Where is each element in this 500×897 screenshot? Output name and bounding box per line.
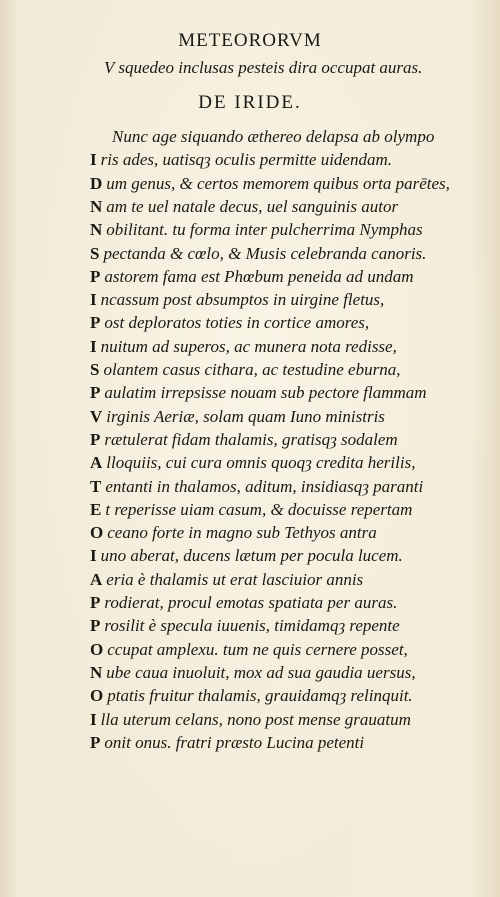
verse-text: nuitum ad superos, ac munera nota redisse, [100, 336, 397, 356]
verse-initial: O [90, 523, 104, 543]
verse-initial: S [90, 243, 100, 263]
verse-line [90, 663, 416, 683]
verse-initial: A [90, 569, 103, 589]
verse-initial: I [90, 709, 97, 729]
verse-text: olantem casus cithara, ac testudine eburna, [103, 360, 401, 379]
verse-initial: P [90, 429, 101, 449]
verse-line [90, 244, 426, 264]
verse-line [90, 430, 398, 450]
verse-line [90, 150, 392, 170]
verse-line [90, 477, 423, 497]
verse-text: uno aberat, ducens lætum per pocula lucem. [100, 546, 403, 566]
verse-text: astorem fama est Phœbum peneida ad undam [104, 266, 414, 286]
verse-text: pectanda & cœlo, & Musis celebranda canoris. [103, 243, 427, 263]
verse-text: ccupat amplexu. tum ne quis cernere posset, [107, 639, 408, 659]
verse-line [90, 197, 398, 217]
verse-text: t reperisse uiam casum, & docuisse repertam [105, 499, 413, 519]
verse-line [90, 313, 369, 333]
section-heading: DE IRIDE. [198, 92, 302, 113]
verse-text: um genus, & certos memorem quibus orta parētes, [106, 173, 450, 193]
verse-initial: P [90, 313, 101, 333]
verse-line [90, 174, 450, 194]
verse-line [90, 290, 384, 310]
verse-line [90, 267, 414, 287]
verse-text: rosilit è specula iuuenis, timidamqȝ repente [104, 616, 400, 636]
carry-over-verse: V squedeo inclusas pesteis dira occupat auras. [104, 58, 423, 77]
verse-line [90, 546, 403, 566]
verse-initial: N [90, 220, 103, 240]
verse-text: lloquiis, cui cura omnis quoqȝ credita herilis, [106, 453, 416, 473]
verse-initial: E [90, 499, 102, 519]
verse-line [90, 360, 400, 380]
verse-line [112, 127, 434, 147]
verse-text: aulatim irrepsisse nouam sub pectore flammam [104, 383, 427, 403]
verse-line [90, 686, 413, 706]
verse-text: Nunc age siquando æthereo delapsa ab olympo [112, 127, 435, 146]
verse-initial: O [90, 639, 104, 659]
verse-initial: I [90, 290, 97, 310]
verse-initial: P [90, 593, 101, 612]
verse-text: rætulerat fidam thalamis, gratisqȝ sodalem [104, 429, 398, 449]
verse-text: ncassum post absumptos in uirgine fletus, [100, 290, 385, 310]
verse-line [90, 383, 427, 403]
verse-line [90, 570, 363, 590]
verse-text: irginis Aeriæ, solam quam Iuno ministris [106, 406, 385, 426]
verse-initial: I [90, 336, 97, 356]
verse-initial: D [90, 173, 103, 193]
verse-initial: V [90, 406, 103, 426]
verse-initial: A [90, 453, 103, 473]
verse-line [90, 640, 408, 660]
verse-initial: O [90, 686, 104, 706]
verse-text: onit onus. fratri præsto Lucina petenti [104, 732, 365, 752]
verse-initial: I [90, 150, 97, 170]
verse-text: rodierat, procul emotas spatiata per auras. [104, 593, 398, 612]
verse-text: entanti in thalamos, aditum, insidiasqȝ paranti [105, 476, 424, 496]
verse-text: ris ades, uatisqȝ oculis permitte uidendam. [100, 150, 393, 170]
verse-initial: P [90, 266, 101, 286]
running-title: METEORORVM [178, 30, 322, 51]
verse-line [90, 523, 377, 543]
verse-line [90, 710, 411, 730]
verse-line [90, 407, 385, 427]
verse-initial: P [90, 383, 101, 403]
verse-initial: S [90, 360, 100, 379]
verse-initial: P [90, 732, 101, 752]
verse-text: ptatis fruitur thalamis, grauidamqȝ relinquit. [107, 686, 413, 706]
verse-text: ceano forte in magno sub Tethyos antra [107, 523, 377, 543]
verse-line [90, 500, 412, 520]
verse-line [90, 616, 400, 636]
verse-text: ost deploratos toties in cortice amores, [104, 313, 370, 333]
verse-initial: N [90, 196, 103, 216]
verse-text: eria è thalamis ut erat lasciuior annis [106, 569, 364, 589]
verse-text: am te uel natale decus, uel sanguinis autor [106, 196, 399, 216]
verse-line [90, 733, 364, 753]
verse-initial: P [90, 616, 101, 636]
verse-text: lla uterum celans, nono post mense grauatum [100, 709, 411, 729]
verse-line [90, 220, 423, 240]
verse-text: ube caua inuoluit, mox ad sua gaudia uersus, [106, 662, 416, 682]
verse-initial: T [90, 476, 102, 496]
verse-line [90, 593, 397, 613]
verse-line [90, 453, 415, 473]
verse-text: obilitant. tu forma inter pulcherrima Nymphas [106, 220, 423, 240]
verse-line [90, 337, 397, 357]
verse-initial: N [90, 662, 103, 682]
verse-initial: I [90, 546, 97, 566]
